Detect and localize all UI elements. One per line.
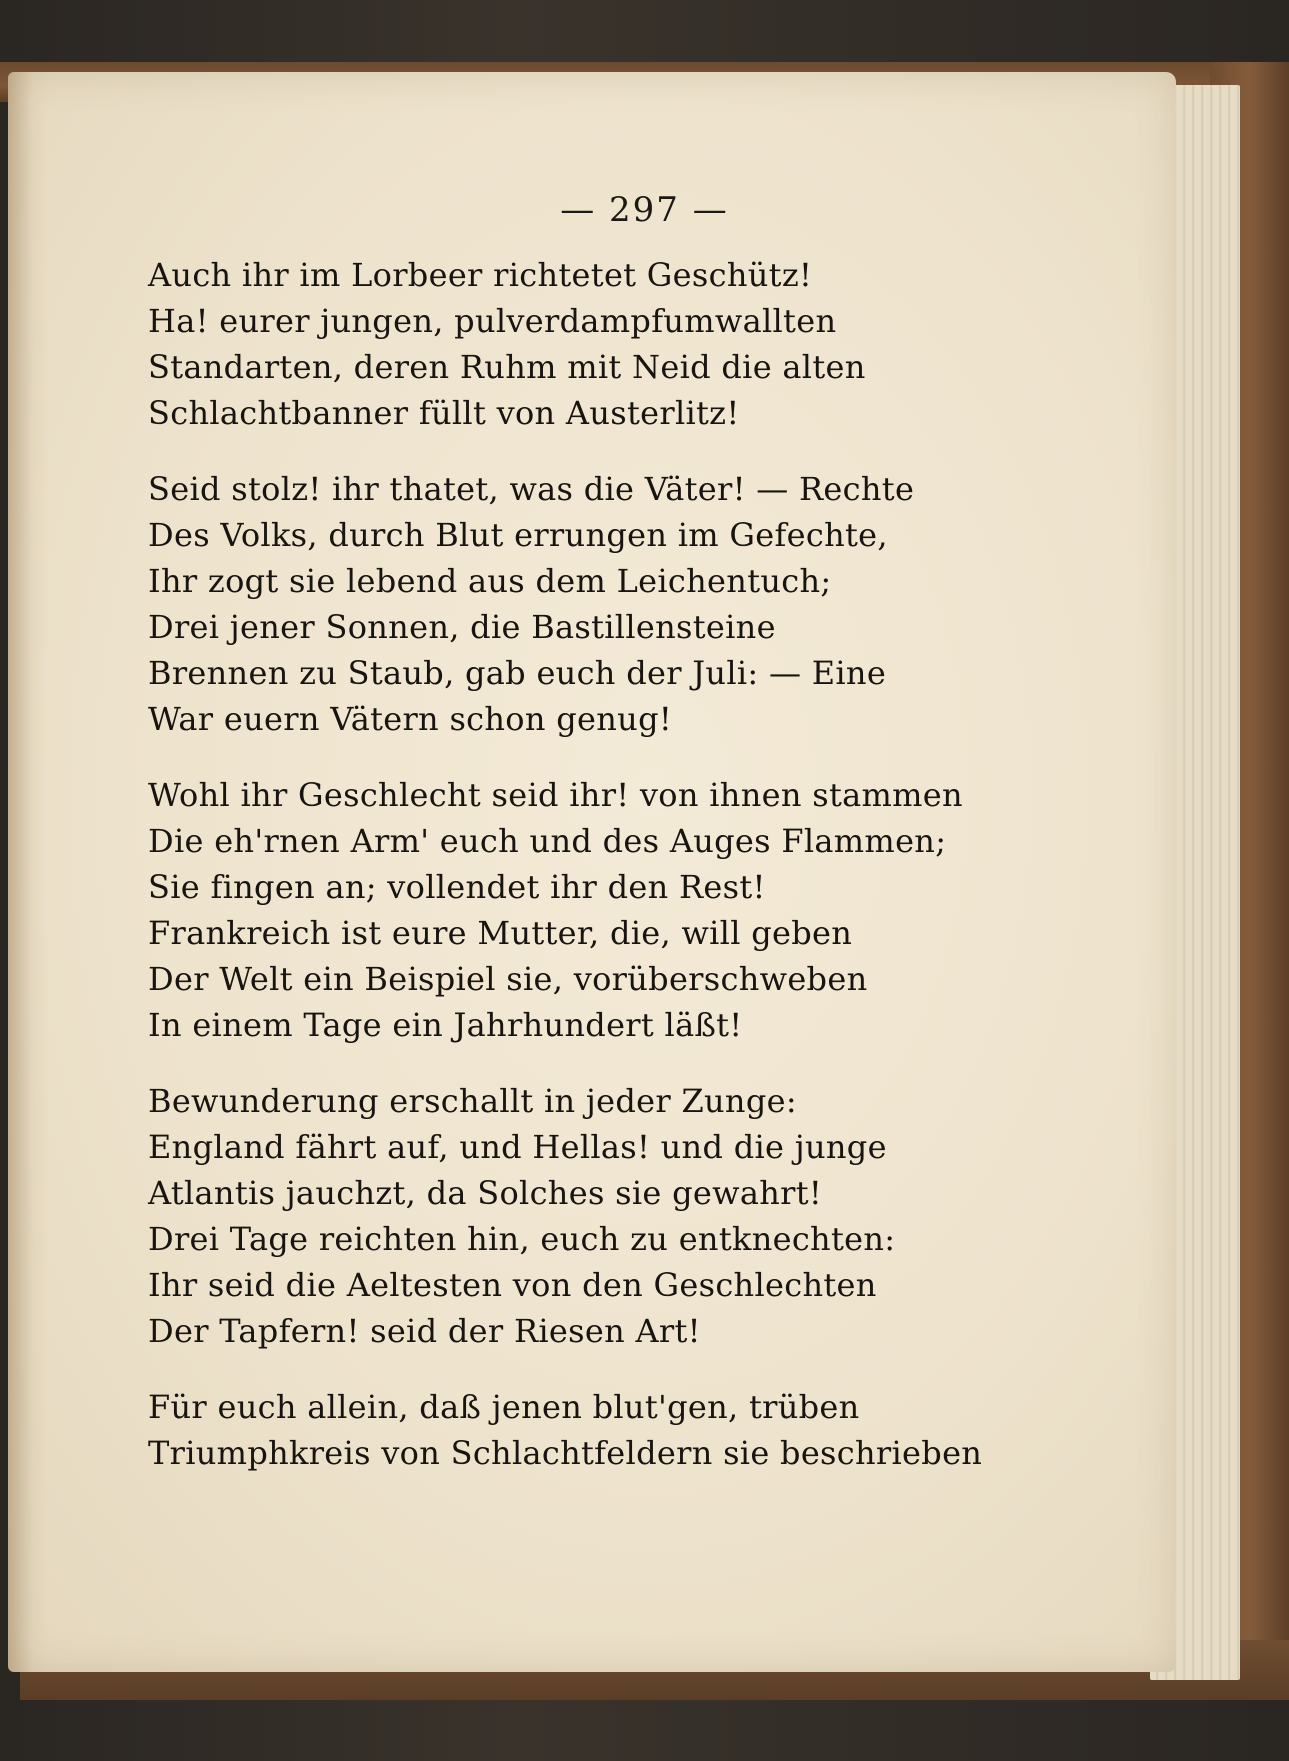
poem-line: Frankreich ist eure Mutter, die, will geben	[148, 914, 853, 952]
poem-line: Des Volks, durch Blut errungen im Gefechte,	[148, 516, 888, 554]
stanza-1	[148, 252, 1008, 436]
poem-text	[148, 252, 1008, 1506]
poem-line: Triumphkreis von Schlachtfeldern sie beschrieben	[148, 1434, 983, 1472]
poem-line: Brennen zu Staub, gab euch der Juli: — Eine	[148, 654, 887, 692]
poem-line: Drei Tage reichten hin, euch zu entknechten:	[148, 1220, 896, 1258]
poem-line: Standarten, deren Ruhm mit Neid die alten	[148, 348, 866, 386]
poem-line: Sie fingen an; vollendet ihr den Rest!	[148, 868, 766, 906]
poem-line: Schlachtbanner füllt von Austerlitz!	[148, 394, 740, 432]
poem-line: Ihr zogt sie lebend aus dem Leichentuch;	[148, 562, 832, 600]
poem-line: Der Welt ein Beispiel sie, vorüberschweben	[148, 960, 868, 998]
poem-line: Seid stolz! ihr thatet, was die Väter! — Rechte	[148, 470, 915, 508]
poem-line: Für euch allein, daß jenen blut'gen, trüben	[148, 1388, 860, 1426]
page-number: — 297 —	[560, 190, 729, 230]
poem-line: Der Tapfern! seid der Riesen Art!	[148, 1312, 701, 1350]
stanza-3	[148, 772, 1008, 1048]
poem-line: Auch ihr im Lorbeer richtetet Geschütz!	[148, 256, 813, 294]
poem-line: Atlantis jauchzt, da Solches sie gewahrt!	[148, 1174, 823, 1212]
stanza-5	[148, 1384, 1008, 1476]
page-gutter-shadow	[8, 72, 48, 1672]
stanza-2	[148, 466, 1008, 742]
poem-line: Ihr seid die Aeltesten von den Geschlechten	[148, 1266, 877, 1304]
poem-line: England fährt auf, und Hellas! und die junge	[148, 1128, 887, 1166]
poem-line: Die eh'rnen Arm' euch und des Auges Flammen;	[148, 822, 947, 860]
stanza-4	[148, 1078, 1008, 1354]
poem-line: Wohl ihr Geschlecht seid ihr! von ihnen stammen	[148, 776, 963, 814]
poem-line: In einem Tage ein Jahrhundert läßt!	[148, 1006, 743, 1044]
poem-line: Drei jener Sonnen, die Bastillensteine	[148, 608, 776, 646]
poem-line: Ha! eurer jungen, pulverdampfumwallten	[148, 302, 837, 340]
poem-line: Bewunderung erschallt in jeder Zunge:	[148, 1082, 797, 1120]
poem-line: War euern Vätern schon genug!	[148, 700, 673, 738]
